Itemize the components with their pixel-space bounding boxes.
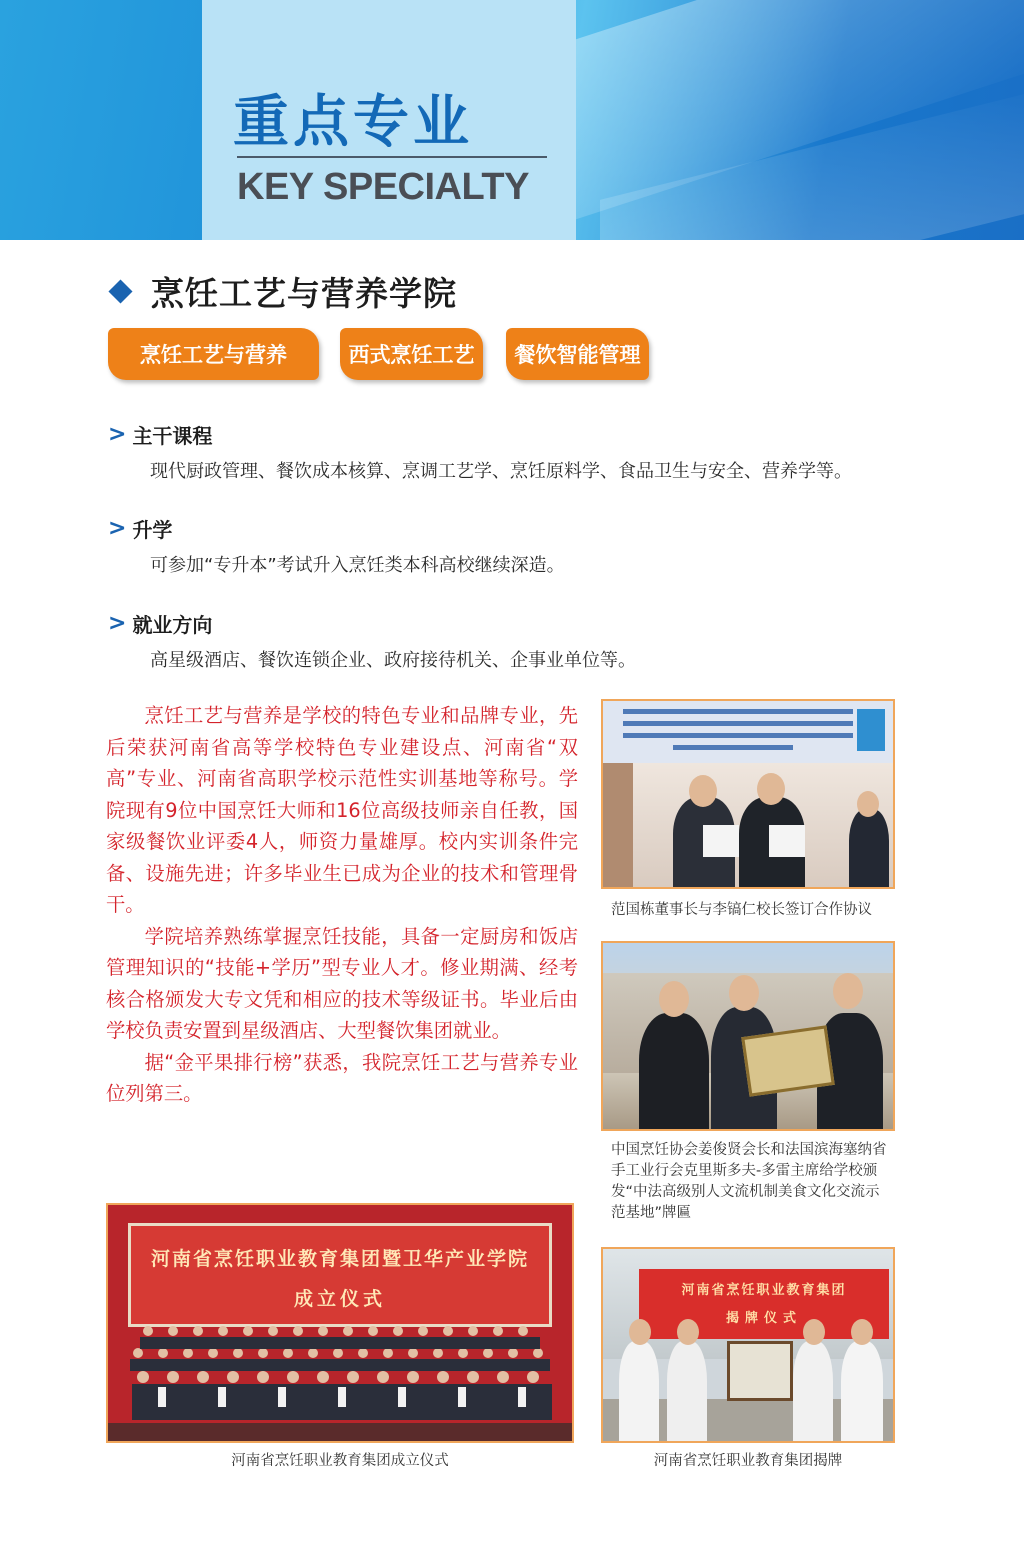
chevron-right-icon: > bbox=[108, 516, 127, 541]
description-paragraph: 学院培养熟练掌握烹饪技能，具备一定厨房和饭店管理知识的“技能+学历”型专业人才。修业期满、经考核合格颁发大专文凭和相应的技术等级证书。毕业后由学校负责安置到星级酒店、大型餐饮集团就业。 bbox=[106, 924, 578, 1042]
employment-heading bbox=[108, 609, 212, 638]
description-paragraph: 据“金平果排行榜”获悉，我院烹饪工艺与营养专业位列第三。 bbox=[106, 1050, 578, 1105]
photo-caption: 中国烹饪协会姜俊贤会长和法国滨海塞纳省手工业行会克里斯多夫-多雷主席给学校颁发“中法高级别人文流机制美食文化交流示范基地”牌匾 bbox=[611, 1142, 887, 1221]
photo-group-ceremony bbox=[106, 1203, 574, 1443]
chevron-right-icon: > bbox=[108, 611, 127, 636]
section-title-text: 烹饪工艺与营养学院 bbox=[151, 274, 457, 313]
chevron-right-icon: > bbox=[108, 422, 127, 447]
photo-caption: 范国栋董事长与李镐仁校长签订合作协议 bbox=[611, 902, 872, 918]
diamond-icon bbox=[108, 279, 132, 303]
photo-caption: 河南省烹饪职业教育集团揭牌 bbox=[653, 1453, 843, 1469]
ceremony-screen bbox=[128, 1223, 552, 1327]
section-title bbox=[108, 268, 457, 315]
banner-text: 河南省烹饪职业教育集团 bbox=[681, 1283, 847, 1298]
major-tag: 烹饪工艺与营养 bbox=[108, 328, 319, 380]
page-title: 重点专业 bbox=[233, 90, 473, 155]
header-banner bbox=[0, 0, 1024, 240]
logo-icon bbox=[857, 709, 885, 751]
further-study-body: 可参加“专升本”考试升入烹饪类本科高校继续深造。 bbox=[150, 555, 565, 576]
major-tag: 西式烹饪工艺 bbox=[340, 328, 483, 380]
courses-heading bbox=[108, 420, 212, 449]
photo-unveiling bbox=[601, 1247, 895, 1443]
description bbox=[106, 700, 578, 1110]
further-study-heading bbox=[108, 514, 172, 543]
further-study-heading-text: 升学 bbox=[132, 518, 173, 542]
courses-body: 现代厨政管理、餐饮成本核算、烹调工艺学、烹饪原料学、食品卫生与安全、营养学等。 bbox=[150, 461, 852, 482]
courses-heading-text: 主干课程 bbox=[132, 424, 213, 448]
crowd-image bbox=[118, 1323, 562, 1423]
employment-heading-text: 就业方向 bbox=[132, 613, 213, 637]
plaque-image bbox=[727, 1341, 793, 1401]
title-divider bbox=[237, 156, 547, 158]
plaque-image bbox=[741, 1025, 835, 1096]
screen-text: 河南省烹饪职业教育集团暨卫华产业学院 bbox=[150, 1248, 529, 1270]
photo-backdrop bbox=[603, 701, 893, 763]
page-subtitle: KEY SPECIALTY bbox=[237, 166, 529, 208]
major-tag: 餐饮智能管理 bbox=[506, 328, 649, 380]
photo-plaque-award bbox=[601, 941, 895, 1131]
photo-signing bbox=[601, 699, 895, 889]
description-paragraph: 烹饪工艺与营养是学校的特色专业和品牌专业，先后荣获河南省高等学校特色专业建设点、河南省“双高”专业、河南省高职学校示范性实训基地等称号。学院现有9位中国烹饪大师和16位高级技师亲自任教，国家级餐饮业评委4人，师资力量雄厚。校内实训条件完备、设施先进；许多毕业生已成为企业的技术和管理骨干。 bbox=[106, 704, 578, 916]
banner-text: 揭牌仪式 bbox=[725, 1311, 802, 1326]
employment-body: 高星级酒店、餐饮连锁企业、政府接待机关、企事业单位等。 bbox=[150, 650, 636, 671]
photo-caption: 河南省烹饪职业教育集团成立仪式 bbox=[231, 1453, 449, 1469]
screen-text: 成立仪式 bbox=[293, 1288, 386, 1310]
